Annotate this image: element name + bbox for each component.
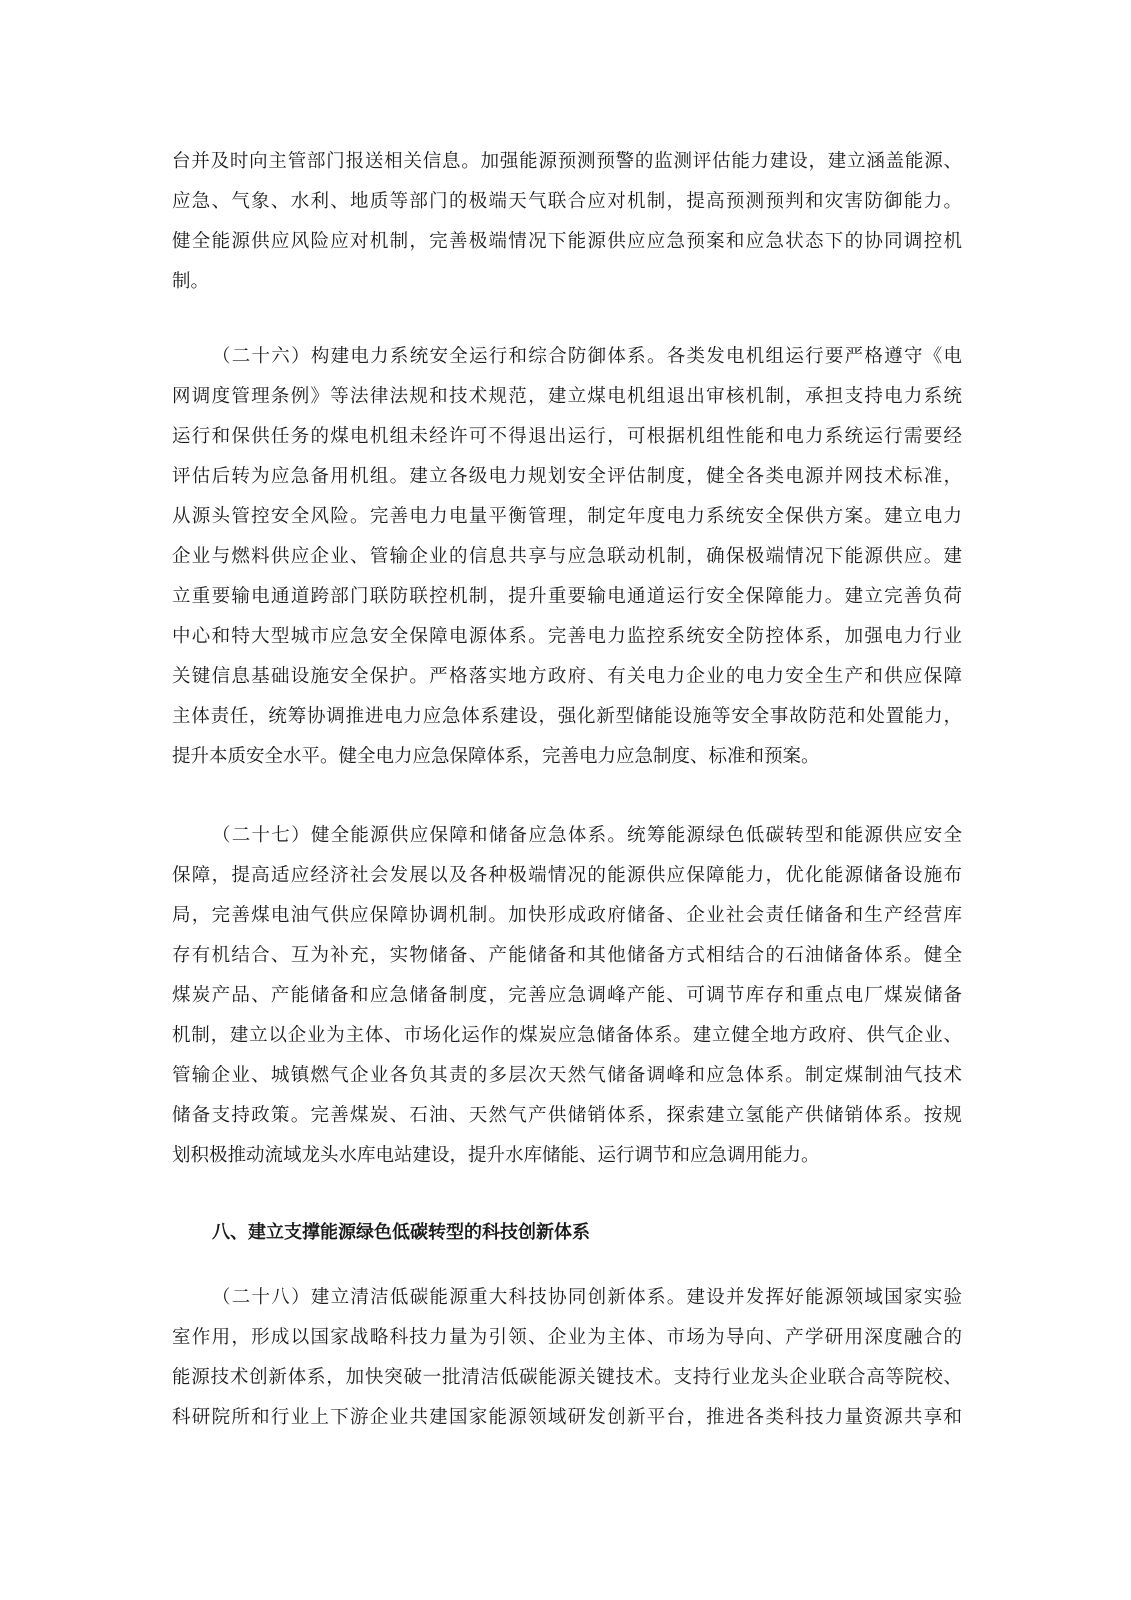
text-line: 主体责任，统筹协调推进电力应急体系建设，强化新型储能设施等安全事故防范和处置能力， (172, 706, 962, 727)
text-line: 从源头管控安全风险。完善电力电量平衡管理，制定年度电力系统安全保供方案。建立电力 (172, 506, 962, 527)
text-line: 健全能源供应风险应对机制，完善极端情况下能源供应应急预案和应急状态下的协同调控机 (172, 231, 962, 252)
text-line: 运行和保供任务的煤电机组未经许可不得退出运行，可根据机组性能和电力系统运行需要经 (172, 426, 962, 447)
paragraph-continuation (172, 142, 962, 302)
text-line: 提升本质安全水平。健全电力应急保障体系，完善电力应急制度、标准和预案。 (172, 746, 820, 767)
paragraph-26 (172, 337, 962, 777)
text-line: 储备支持政策。完善煤炭、石油、天然气产供储销体系，探索建立氢能产供储销体系。按规 (172, 1105, 962, 1126)
text-line: 立重要输电通道跨部门联防联控机制，提升重要输电通道运行安全保障能力。建立完善负荷 (172, 586, 962, 607)
text-line: 管输企业、城镇燃气企业各负其责的多层次天然气储备调峰和应急体系。制定煤制油气技术 (172, 1065, 962, 1086)
text-line: 存有机结合、互为补充，实物储备、产能储备和其他储备方式相结合的石油储备体系。健全 (172, 945, 962, 966)
text-line: 企业与燃料供应企业、管输企业的信息共享与应急联动机制，确保极端情况下能源供应。建 (172, 546, 962, 567)
text-line: 保障，提高适应经济社会发展以及各种极端情况的能源供应保障能力，优化能源储备设施布 (172, 865, 962, 886)
text-line: 台并及时向主管部门报送相关信息。加强能源预测预警的监测评估能力建设，建立涵盖能源、 (172, 151, 962, 172)
text-line: （二十八）建立清洁低碳能源重大科技协同创新体系。建设并发挥好能源领域国家实验 (212, 1287, 962, 1308)
paragraph-27 (172, 816, 962, 1176)
section-heading (172, 1213, 962, 1253)
text-line: 评估后转为应急备用机组。建立各级电力规划安全评估制度，健全各类电源并网技术标准， (172, 466, 962, 487)
text-line: 室作用，形成以国家战略科技力量为引领、企业为主体、市场为导向、产学研用深度融合的 (172, 1327, 962, 1348)
text-line: 应急、气象、水利、地质等部门的极端天气联合应对机制，提高预测预判和灾害防御能力。 (172, 191, 962, 212)
paragraph-28 (172, 1278, 962, 1438)
text-line: 关键信息基础设施安全保护。严格落实地方政府、有关电力企业的电力安全生产和供应保障 (172, 666, 962, 687)
text-line: 中心和特大型城市应急安全保障电源体系。完善电力监控系统安全防控体系，加强电力行业 (172, 626, 962, 647)
text-line: 网调度管理条例》等法律法规和技术规范，建立煤电机组退出审核机制，承担支持电力系统 (172, 386, 962, 407)
text-line: 制。 (172, 271, 210, 292)
text-line: 能源技术创新体系，加快突破一批清洁低碳能源关键技术。支持行业龙头企业联合高等院校、 (172, 1367, 962, 1388)
text-line: （二十七）健全能源供应保障和储备应急体系。统筹能源绿色低碳转型和能源供应安全 (212, 825, 962, 846)
section-heading-text: 八、建立支撑能源绿色低碳转型的科技创新体系 (212, 1222, 590, 1243)
text-line: 划积极推动流域龙头水库电站建设，提升水库储能、运行调节和应急调用能力。 (172, 1145, 820, 1166)
text-line: 科研院所和行业上下游企业共建国家能源领域研发创新平台，推进各类科技力量资源共享和 (172, 1407, 962, 1428)
text-line: （二十六）构建电力系统安全运行和综合防御体系。各类发电机组运行要严格遵守《电 (212, 346, 962, 367)
text-line: 机制，建立以企业为主体、市场化运作的煤炭应急储备体系。建立健全地方政府、供气企业、 (172, 1025, 962, 1046)
text-line: 煤炭产品、产能储备和应急储备制度，完善应急调峰产能、可调节库存和重点电厂煤炭储备 (172, 985, 962, 1006)
text-line: 局，完善煤电油气供应保障协调机制。加快形成政府储备、企业社会责任储备和生产经营库 (172, 905, 962, 926)
